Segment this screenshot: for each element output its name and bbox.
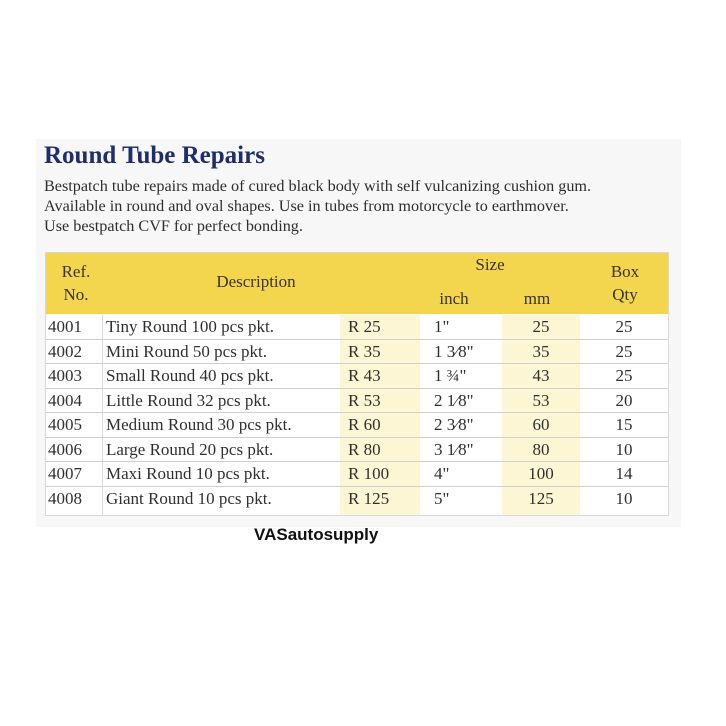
table-row: [46, 315, 668, 340]
header-box-line1: Box: [610, 262, 640, 281]
table-header: [46, 253, 668, 314]
cell-ref: 4007: [48, 464, 82, 483]
cell-qty: 20: [615, 390, 633, 410]
cell-code: R 25: [348, 317, 381, 336]
cell-description: Small Round 40 pcs pkt.: [106, 366, 274, 385]
cell-description: Tiny Round 100 pcs pkt.: [106, 317, 274, 336]
cell-inch: 1 ¾": [434, 366, 467, 385]
table-row: [46, 389, 668, 414]
cell-ref: 4006: [48, 439, 82, 459]
brand-caption: VASautosupply: [254, 525, 379, 544]
cell-ref: 4001: [48, 317, 82, 336]
product-table: [45, 252, 669, 516]
cell-code: R 43: [348, 366, 381, 385]
cell-qty: 25: [615, 341, 633, 361]
header-ref-line1: Ref.: [61, 262, 91, 281]
cell-qty: 15: [615, 415, 633, 434]
cell-mm: 35: [532, 341, 550, 361]
table-row: [46, 413, 668, 438]
cell-code: R 125: [348, 488, 390, 508]
cell-description: Large Round 20 pcs pkt.: [106, 439, 274, 459]
cell-ref: 4004: [48, 390, 82, 410]
cell-description: Giant Round 10 pcs pkt.: [106, 488, 272, 508]
table-body: [46, 315, 668, 511]
table-row: [46, 487, 668, 512]
cell-inch: 1": [434, 317, 450, 336]
page-title: Round Tube Repairs: [44, 142, 265, 169]
table-row: [46, 364, 668, 389]
cell-code: R 53: [348, 390, 381, 410]
cell-inch: 2 1⁄8": [434, 390, 474, 410]
cell-ref: 4003: [48, 366, 82, 385]
cell-description: Mini Round 50 pcs pkt.: [106, 341, 268, 361]
cell-qty: 10: [615, 488, 633, 508]
cell-description: Little Round 32 pcs pkt.: [106, 390, 271, 410]
cell-inch: 5": [434, 488, 450, 508]
cell-inch: 4": [434, 464, 450, 483]
cell-qty: 25: [615, 317, 633, 336]
header-box-line2: Qty: [612, 285, 638, 304]
cell-mm: 60: [532, 415, 550, 434]
cell-ref: 4005: [48, 415, 82, 434]
cell-mm: 43: [532, 366, 550, 385]
cell-code: R 80: [348, 439, 381, 459]
cell-inch: 1 3⁄8": [434, 341, 474, 361]
table-row: [46, 438, 668, 463]
header-size: Size: [475, 255, 505, 274]
cell-mm: 80: [532, 439, 550, 459]
cell-qty: 14: [615, 464, 633, 483]
cell-mm: 125: [528, 488, 554, 508]
cell-code: R 35: [348, 341, 381, 361]
cell-inch: 2 3⁄8": [434, 415, 474, 434]
intro-line: Available in round and oval shapes. Use in tubes from motorcycle to earthmover.: [44, 197, 569, 215]
cell-code: R 60: [348, 415, 381, 434]
cell-qty: 10: [615, 439, 633, 459]
cell-description: Maxi Round 10 pcs pkt.: [106, 464, 270, 483]
header-inch: inch: [439, 289, 469, 308]
cell-code: R 100: [348, 464, 390, 483]
header-mm: mm: [523, 289, 551, 308]
intro-paragraph: [44, 176, 674, 236]
table-row: [46, 340, 668, 365]
header-ref-line2: No.: [63, 285, 89, 304]
cell-qty: 25: [615, 366, 633, 385]
cell-description: Medium Round 30 pcs pkt.: [106, 415, 292, 434]
cell-inch: 3 1⁄8": [434, 439, 474, 459]
header-description: Description: [216, 272, 296, 291]
intro-line: Bestpatch tube repairs made of cured black body with self vulcanizing cushion gum.: [44, 177, 592, 195]
cell-ref: 4008: [48, 488, 82, 508]
cell-mm: 25: [532, 317, 550, 336]
cell-ref: 4002: [48, 341, 82, 361]
cell-mm: 53: [532, 390, 550, 410]
table-row: [46, 462, 668, 487]
cell-mm: 100: [528, 464, 554, 483]
intro-line: Use bestpatch CVF for perfect bonding.: [44, 217, 303, 235]
